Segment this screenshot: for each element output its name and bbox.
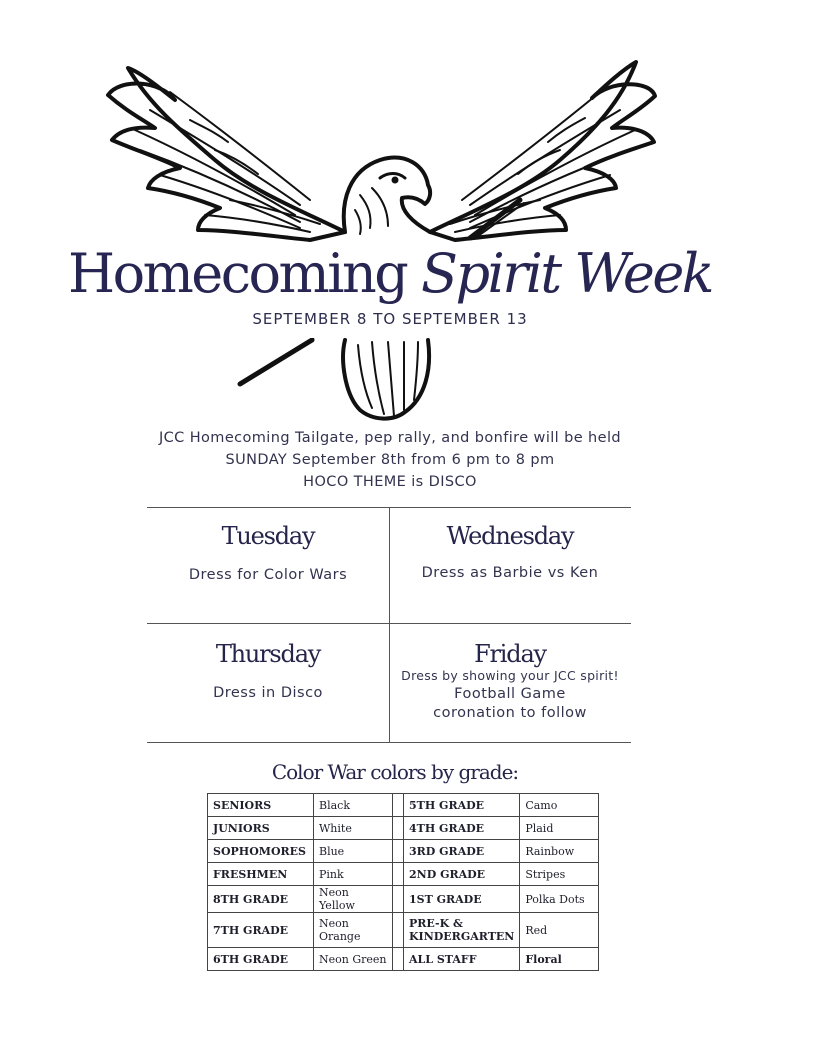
table-row (208, 948, 599, 971)
color-cell: Red (520, 913, 599, 948)
info-line-2: SUNDAY September 8th from 6 pm to 8 pm (225, 452, 555, 468)
spacer-cell (393, 863, 404, 886)
table-row (208, 817, 599, 840)
day-description: Dress as Barbie vs Ken (421, 565, 599, 581)
day-tuesday (147, 507, 389, 583)
grade-cell: FRESHMEN (208, 863, 314, 886)
color-cell: Stripes (520, 863, 599, 886)
color-war-title: Color War colors by grade: (271, 760, 519, 784)
table-row (208, 886, 599, 913)
table-row (208, 913, 599, 948)
color-cell: Neon Green (314, 948, 393, 971)
day-name: Tuesday (221, 522, 315, 550)
info-line-1: JCC Homecoming Tailgate, pep rally, and bonfire will be held (158, 430, 621, 446)
color-cell: White (314, 817, 393, 840)
info-line-3: HOCO THEME is DISCO (303, 474, 477, 490)
title-plain: Homecoming (67, 242, 407, 305)
color-cell: Plaid (520, 817, 599, 840)
grade-cell: ALL STAFF (404, 948, 520, 971)
day-name: Wednesday (446, 522, 574, 550)
day-description: Dress for Color Wars (188, 567, 348, 583)
grade-cell: 6TH GRADE (208, 948, 314, 971)
color-cell: Floral (520, 948, 599, 971)
color-cell: Camo (520, 794, 599, 817)
day-description: Football Game (454, 686, 566, 702)
spacer-cell (393, 794, 404, 817)
day-description: coronation to follow (433, 705, 587, 721)
color-war-table (207, 793, 599, 971)
day-wednesday (389, 507, 631, 581)
spirit-days-grid (147, 507, 631, 743)
table-row (208, 840, 599, 863)
eagle-icon (0, 0, 816, 440)
grade-cell: JUNIORS (208, 817, 314, 840)
table-row (208, 863, 599, 886)
color-cell: Black (314, 794, 393, 817)
grade-cell: 2ND GRADE (404, 863, 520, 886)
spacer-cell (393, 840, 404, 863)
spacer-cell (393, 948, 404, 971)
color-cell: Pink (314, 863, 393, 886)
page-title (0, 242, 780, 305)
color-cell: Polka Dots (520, 886, 599, 913)
color-cell: Neon Yellow (314, 886, 393, 913)
date-range: SEPTEMBER 8 TO SEPTEMBER 13 (252, 310, 528, 328)
spacer-cell (393, 817, 404, 840)
grade-cell: 1ST GRADE (404, 886, 520, 913)
table-row (208, 794, 599, 817)
grade-cell: 3RD GRADE (404, 840, 520, 863)
color-cell: Neon Orange (314, 913, 393, 948)
grade-cell: 8TH GRADE (208, 886, 314, 913)
spacer-cell (393, 913, 404, 948)
day-thursday (147, 623, 389, 701)
color-cell: Rainbow (520, 840, 599, 863)
grade-cell: SENIORS (208, 794, 314, 817)
day-name: Friday (474, 640, 546, 668)
grade-cell: 7TH GRADE (208, 913, 314, 948)
grade-cell: PRE-K & KINDERGARTEN (404, 913, 520, 948)
day-friday (389, 623, 631, 721)
color-cell: Blue (314, 840, 393, 863)
day-description: Dress by showing your JCC spirit! (401, 668, 619, 683)
day-name: Thursday (215, 640, 321, 668)
title-italic: Spirit Week (421, 242, 713, 305)
grade-cell: SOPHOMORES (208, 840, 314, 863)
day-description: Dress in Disco (213, 685, 323, 701)
grade-cell: 4TH GRADE (404, 817, 520, 840)
spacer-cell (393, 886, 404, 913)
grade-cell: 5TH GRADE (404, 794, 520, 817)
